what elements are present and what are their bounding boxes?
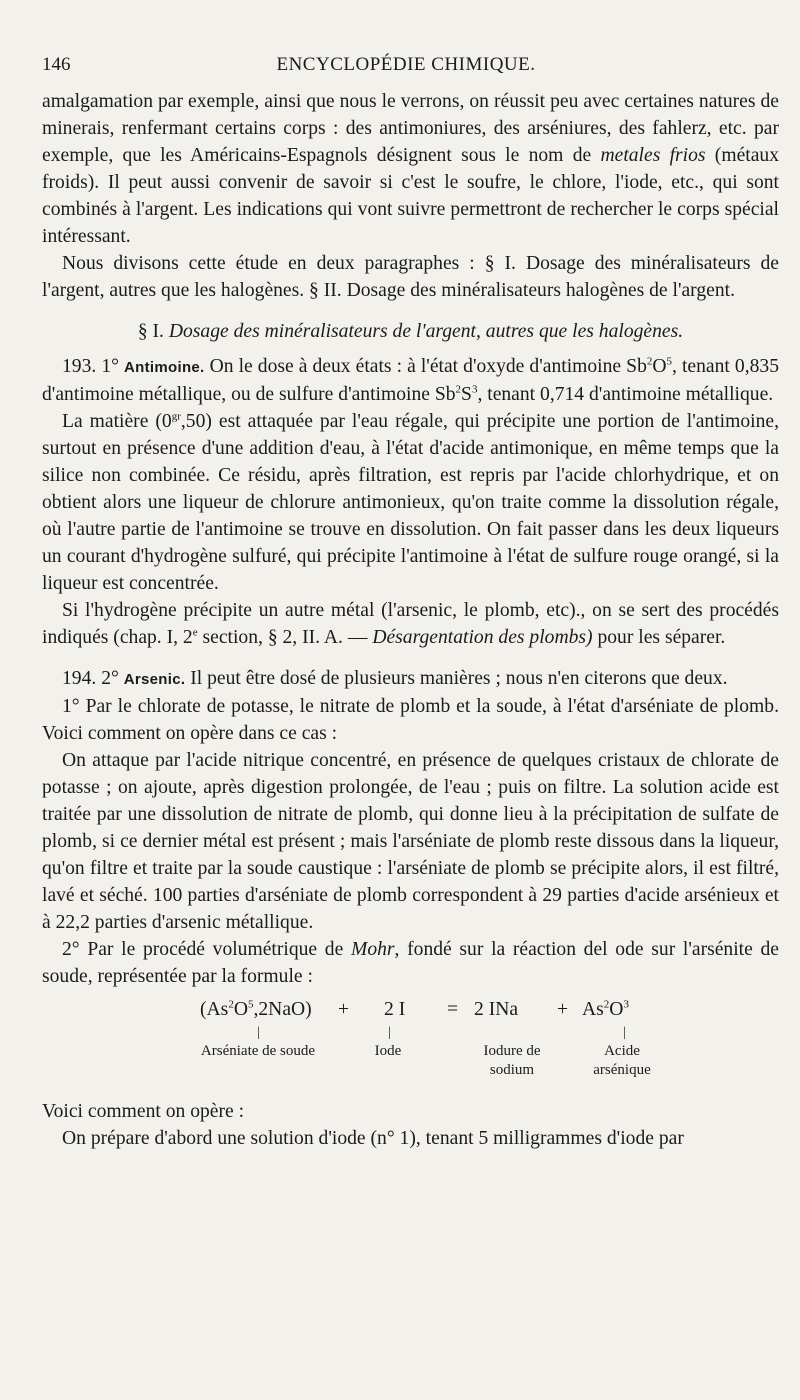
- equation-term-arseniate: $(As^2O^5,2NaO)$: [200, 998, 312, 1020]
- equation-connector: |: [388, 1025, 391, 1040]
- paragraph-194-procedure: On attaque par l'acide nitrique concentré, en présence de quelques cristaux de chlorate de potasse ; on ajoute, après digestion prolongée, de l'eau ; puis on filtre. La solution acide est traitée par une dissolution de nitrate de plomb, qui donne lieu à la précipitation de sulfate de plomb, si ce dernier métal est présent ; mais l'arséniate de plomb reste dissous dans la liqueur, qu'on filtre et traite par la soude caustique : l'arséniate de plomb se précipite alors, il est filtré, lavé et séché. 100 parties d'arséniate de plomb correspondent à 29 parties d'acide arsénieux et à 22,2 parties d'arsenic métallique.: [42, 750, 779, 933]
- author-mohr: Mohr: [351, 939, 395, 960]
- paragraph-193-separation: Si l'hydrogène précipite un autre métal (l'arsenic, le plomb, etc)., on se sert des procédés indiqués (chap. I, 2e section, § 2, II. A. — Désargentation des plombs) pour les séparer.: [42, 600, 779, 648]
- term-metales-frios: metales frios: [600, 145, 706, 166]
- equation-label-arseniate: Arséniate de soude: [200, 1043, 316, 1059]
- reference-desargentation: Désargentation des plombs): [372, 627, 593, 648]
- chemical-equation: [42, 996, 779, 1098]
- subject-arsenic: Arsenic.: [123, 671, 186, 688]
- equation-plus: +: [338, 999, 350, 1020]
- subject-antimoine: Antimoine.: [124, 359, 205, 376]
- paragraph-194-method1: 1° Par le chlorate de potasse, le nitrate de plomb et la soude, à l'état d'arséniate de plomb. Voici comment on opère dans ce cas :: [42, 696, 779, 744]
- running-title: ENCYCLOPÉDIE CHIMIQUE.: [276, 54, 536, 75]
- paragraph-voici: Voici comment on opère :: [42, 1101, 245, 1122]
- equation-equals: =: [447, 999, 459, 1020]
- paragraph-division: Nous divisons cette étude en deux paragraphes : § I. Dosage des minéralisateurs de l'argent, autres que les halogènes. § II. Dosage des minéralisateurs halogènes de l'argent.: [42, 253, 779, 301]
- paragraph-194-arsenic: 194. 2° Arsenic. Il peut être dosé de plusieurs manières ; nous n'en citerons que deux.: [62, 668, 728, 689]
- paragraph-intro: amalgamation par exemple, ainsi que nous le verrons, on réussit peu avec certaines natures de minerais, renfermant certains corps : des antimoniures, des arséniures, des fahlerz, etc. par exemple, que les Américains-Espagnols désignent sous le nom de metales frios (métaux froids). Il peut aussi convenir de savoir si c'est le soufre, le chlore, l'iode, etc., qui sont combinés à l'argent. Les indications qui vont suivre permettront de rechercher le corps spécial intéressant.: [42, 91, 779, 247]
- equation-term-iodure: 2 INa: [474, 999, 519, 1020]
- running-header: [42, 54, 770, 80]
- page-number: 146: [42, 54, 71, 75]
- equation-connector: |: [623, 1025, 626, 1040]
- equation-label-iode: Iode: [374, 1043, 402, 1059]
- paragraph-193-procedure: La matière $(0^{gr},50)$ est attaquée par l'eau régale, qui précipite une portion de l'antimoine, surtout en présence d'une addition d'eau, à l'état d'acide antimonique, en même temps que la silice non combinée. Ce résidu, après filtration, est repris par l'acide chlorhydrique, et on obtient alors une liqueur de chlorure antimonieux, qu'on traite comme la dissolution régale, où l'autre partie de l'antimoine se trouve en dissolution. On fait passer dans les deux liqueurs un courant d'hydrogène sulfuré, qui précipite l'antimoine à l'état de sulfure rouge orangé, si la liqueur est concentrée.: [42, 410, 779, 594]
- equation-connector: |: [257, 1025, 260, 1040]
- equation-term-acide: $As^2O^3$: [582, 998, 629, 1020]
- equation-plus: +: [557, 999, 569, 1020]
- paragraph-193-antimoine: 193. 1° Antimoine. On le dose à deux états : à l'état d'oxyde d'antimoine $Sb^2O^5$, tenant 0,835 d'antimoine métallique, ou de sulfure d'antimoine $Sb^2S^3$, tenant 0,714 d'antimoine métallique.: [42, 355, 779, 405]
- equation-label-iodure: Iodure de sodium: [483, 1043, 541, 1078]
- paragraph-preparation: On prépare d'abord une solution d'iode (n° 1), tenant 5 milligrammes d'iode par: [62, 1128, 684, 1149]
- paragraph-194-method2: 2° Par le procédé volumétrique de Mohr, fondé sur la réaction del ode sur l'arsénite de soude, représentée par la formule :: [42, 939, 779, 987]
- equation-label-acide: Acide arsénique: [593, 1043, 651, 1078]
- page-body: [42, 88, 779, 1152]
- section-heading: § I. Dosage des minéralisateurs de l'argent, autres que les halogènes.: [137, 321, 684, 342]
- equation-term-iode: 2 I: [384, 999, 406, 1020]
